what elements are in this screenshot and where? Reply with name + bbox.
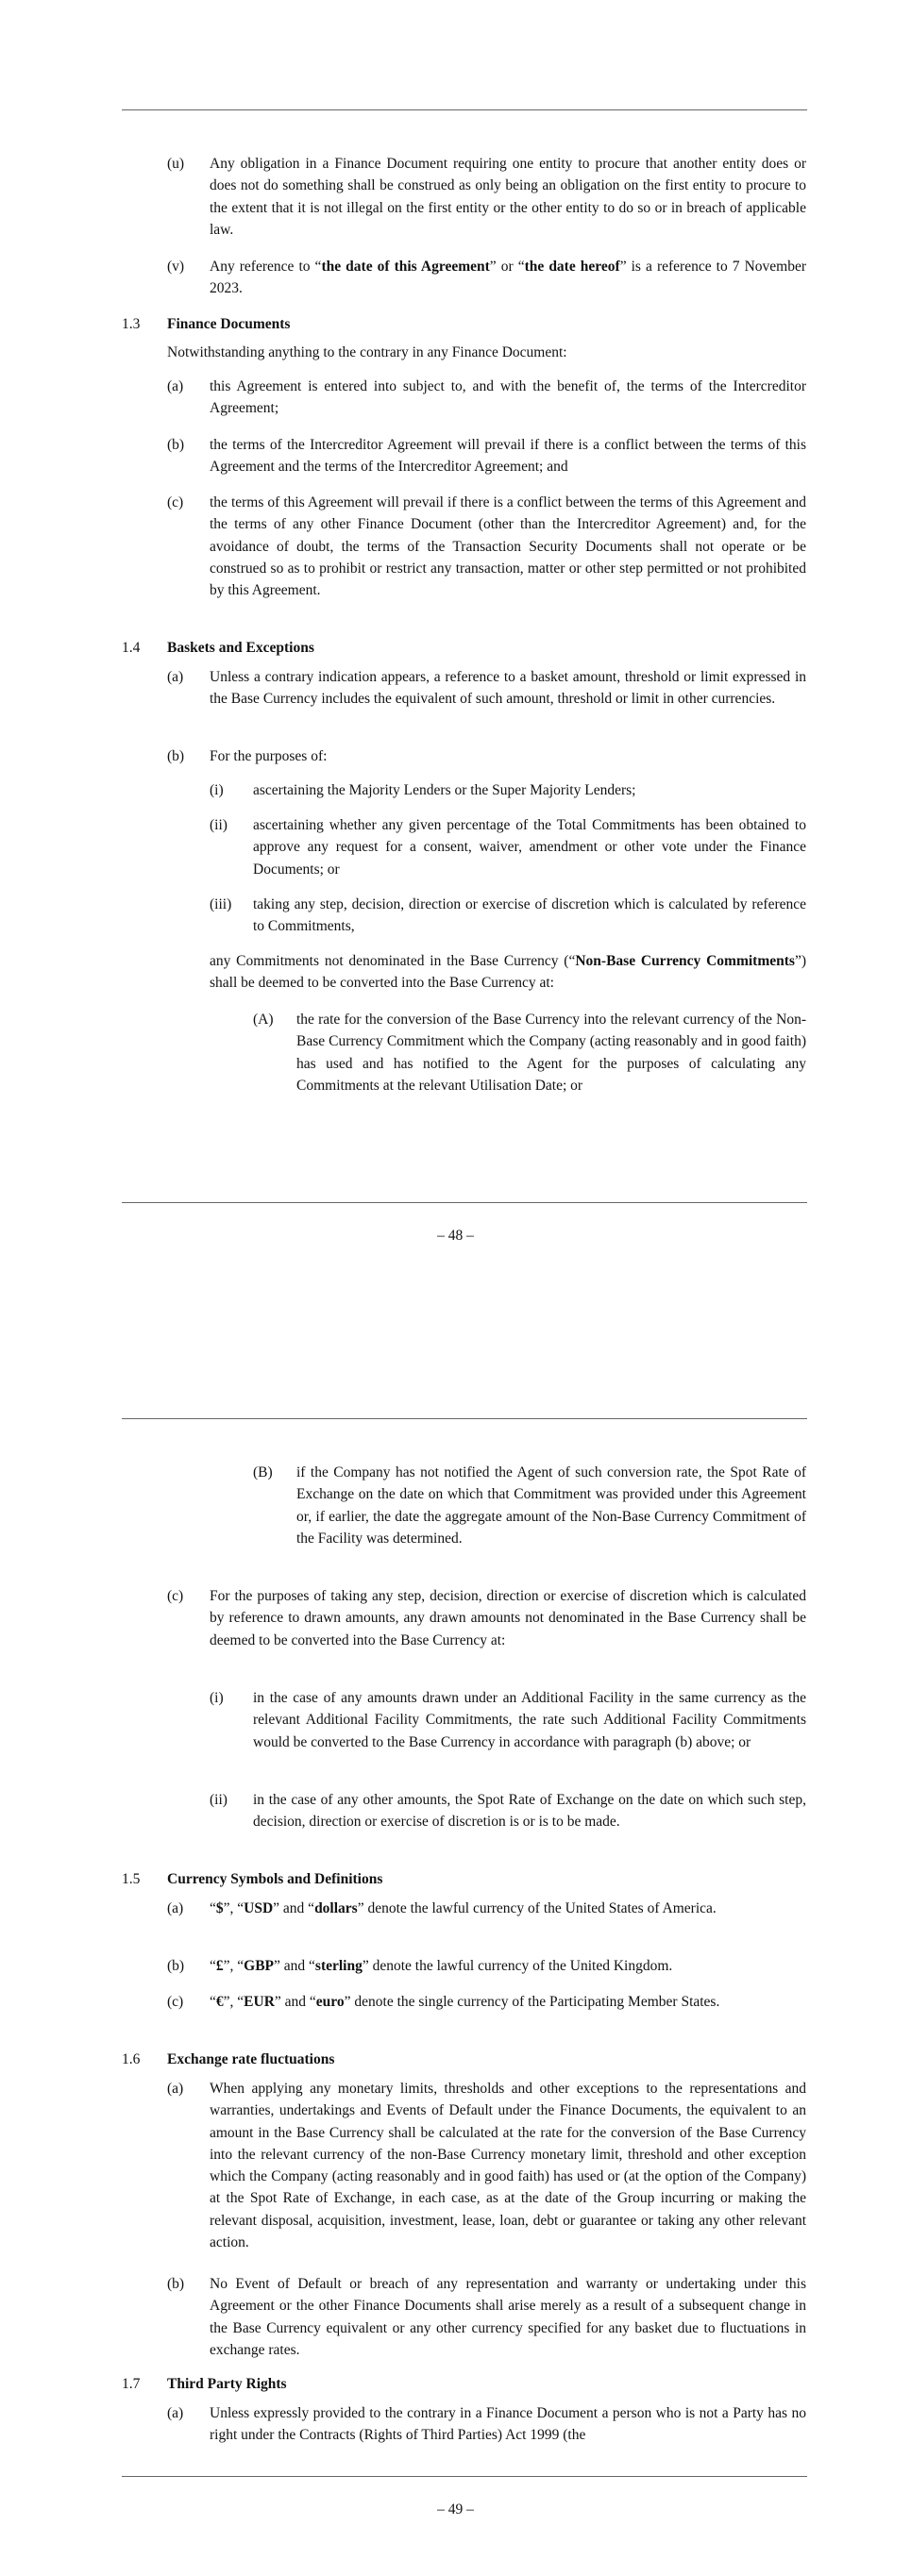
section-number: 1.5 xyxy=(122,1871,141,1887)
subclause-label: (ii) xyxy=(210,817,228,833)
page-bottom-rule xyxy=(122,1202,807,1203)
subclause-label: (iii) xyxy=(210,896,232,912)
continuation-text: any Commitments not denominated in the Base Currency (“Non-Base Currency Commitments”) shall be deemed to be converted into the Base Currency at: xyxy=(210,953,806,992)
clause-label: (b) xyxy=(167,748,185,764)
subclause-text: in the case of any amounts drawn under an Additional Facility in the same currency as the relevant Additional Facility Commitments, the rate such Additional Facility Commitments would be converted to the Base Currency in accordance with paragraph (b) above; or xyxy=(253,1690,806,1750)
clause-text: “£”, “GBP” and “sterling” denote the lawful currency of the United Kingdom. xyxy=(210,1958,673,1974)
subclause-label: (A) xyxy=(253,1012,274,1028)
section-number: 1.6 xyxy=(122,2051,141,2067)
section-number: 1.3 xyxy=(122,316,141,332)
section-heading: Finance Documents xyxy=(167,316,291,332)
clause-text: this Agreement is entered into subject to, and with the benefit of, the terms of the Intercreditor Agreement; xyxy=(210,378,806,417)
section-heading: Currency Symbols and Definitions xyxy=(167,1871,383,1887)
subclause-text: ascertaining the Majority Lenders or the Super Majority Lenders; xyxy=(253,782,636,798)
subclause-label: (i) xyxy=(210,782,224,798)
clause-label: (a) xyxy=(167,2405,184,2421)
clause-v-text: Any reference to “the date of this Agreement” or “the date hereof” is a reference to 7 November 2023. xyxy=(210,259,806,297)
clause-label: (c) xyxy=(167,1588,184,1604)
clause-label: (b) xyxy=(167,437,185,453)
subclause-text: taking any step, decision, direction or exercise of discretion which is calculated by reference to Commitments, xyxy=(253,896,806,935)
clause-text: Unless expressly provided to the contrary in a Finance Document a person who is not a Party has no right under the Contracts (Rights of Third Parties) Act 1999 (the xyxy=(210,2405,806,2444)
clause-text: For the purposes of: xyxy=(210,748,328,764)
page-number: – 49 – xyxy=(437,2501,474,2517)
page-number: – 48 – xyxy=(437,1228,474,1244)
clause-label: (u) xyxy=(167,156,185,172)
clause-label: (b) xyxy=(167,1958,185,1974)
clause-label: (c) xyxy=(167,494,184,510)
clause-label: (a) xyxy=(167,378,184,394)
clause-label: (a) xyxy=(167,2081,184,2097)
section-number: 1.7 xyxy=(122,2376,141,2392)
clause-label: (c) xyxy=(167,1994,184,2010)
clause-u-text: Any obligation in a Finance Document requiring one entity to procure that another entity does or does not do something shall be construed as only being an obligation on the first entity to procure to the extent that it is not illegal on the first entity or the other entity to do so or in breach of applicable law. xyxy=(210,156,806,238)
page-bottom-rule xyxy=(122,2476,807,2477)
section-heading: Third Party Rights xyxy=(167,2376,287,2392)
clause-label: (a) xyxy=(167,669,184,685)
subclause-label: (ii) xyxy=(210,1792,228,1808)
clause-label: (v) xyxy=(167,259,185,275)
section-number: 1.4 xyxy=(122,640,141,656)
section-heading: Baskets and Exceptions xyxy=(167,640,314,656)
clause-text: the terms of the Intercreditor Agreement will prevail if there is a conflict between the terms of this Agreement and the terms of the Intercreditor Agreement; and xyxy=(210,437,806,476)
page-top-rule xyxy=(122,1418,807,1419)
clause-text: “€”, “EUR” and “euro” denote the single currency of the Participating Member States. xyxy=(210,1994,720,2010)
clause-text: For the purposes of taking any step, decision, direction or exercise of discretion which is calculated by reference to drawn amounts, any drawn amounts not denominated in the Base Currency shall be deemed to be converted into the Base Currency at: xyxy=(210,1588,806,1648)
clause-label: (b) xyxy=(167,2276,185,2292)
clause-label: (a) xyxy=(167,1900,184,1916)
subclause-text: if the Company has not notified the Agent of such conversion rate, the Spot Rate of Exchange on the date on which that Commitment was provided under this Agreement or, if earlier, the date the aggregate amount of the Non-Base Currency Commitment of the Facility was determined. xyxy=(296,1464,806,1547)
subclause-label: (B) xyxy=(253,1464,273,1480)
section-intro: Notwithstanding anything to the contrary in any Finance Document: xyxy=(167,344,567,360)
subclause-text: the rate for the conversion of the Base Currency into the relevant currency of the Non-Base Currency Commitment which the Company (acting reasonably and in good faith) has used and has notified to the Agent for the purposes of calculating any Commitments at the relevant Utilisation Date; or xyxy=(296,1012,806,1094)
subclause-text: in the case of any other amounts, the Spot Rate of Exchange on the date on which such step, decision, direction or exercise of discretion is or is to be made. xyxy=(253,1792,806,1831)
clause-text: Unless a contrary indication appears, a reference to a basket amount, threshold or limit expressed in the Base Currency includes the equivalent of such amount, threshold or limit in other currencies. xyxy=(210,669,806,708)
clause-text: When applying any monetary limits, thresholds and other exceptions to the representations and warranties, undertakings and Events of Default under the Finance Documents, the equivalent to an amount in the Base Currency shall be calculated at the rate for the conversion of the Base Currency into the relevant currency of the non-Base Currency monetary limit, threshold and other exception which the Company (acting reasonably and in good faith) has used or (at the option of the Company) at the Spot Rate of Exchange, in each case, as at the date of the Group incurring or making the relevant disposal, acquisition, investment, lease, loan, debt or guarantee or taking any other relevant action. xyxy=(210,2081,806,2250)
page-top-rule xyxy=(122,109,807,110)
subclause-label: (i) xyxy=(210,1690,224,1706)
section-heading: Exchange rate fluctuations xyxy=(167,2051,335,2067)
clause-text: No Event of Default or breach of any representation and warranty or undertaking under this Agreement or the other Finance Documents shall arise merely as a result of a subsequent change in the Base Currency equivalent or any other currency specified for any basket due to fluctuations in exchange rates. xyxy=(210,2276,806,2358)
subclause-text: ascertaining whether any given percentage of the Total Commitments has been obtained to approve any request for a consent, waiver, amendment or other vote under the Finance Documents; or xyxy=(253,817,806,878)
clause-text: “$”, “USD” and “dollars” denote the lawful currency of the United States of America. xyxy=(210,1900,717,1916)
clause-text: the terms of this Agreement will prevail if there is a conflict between the terms of this Agreement and the terms of any other Finance Document (other than the Intercreditor Agreement) and, for the avoidance of doubt, the terms of the Transaction Security Documents shall not operate or be construed so as to prohibit or restrict any transaction, matter or other step permitted or not prohibited by this Agreement. xyxy=(210,494,806,598)
